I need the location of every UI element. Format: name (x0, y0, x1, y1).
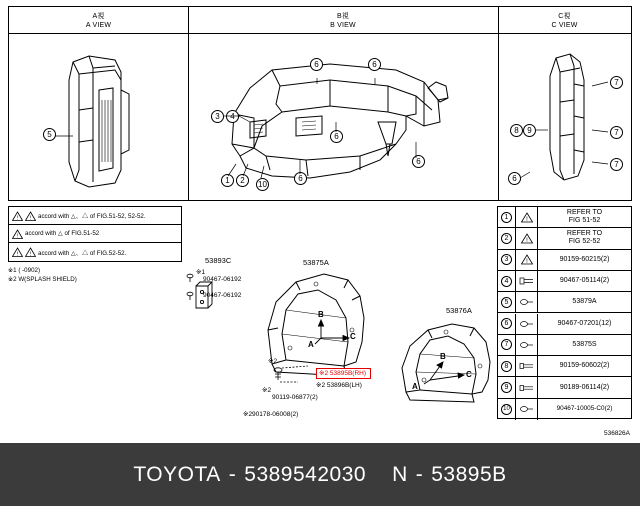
legend-line-2b: FIG 52-52 (568, 238, 601, 246)
label-bolt-2: 90467-06192 (203, 292, 242, 299)
note-row-3 (9, 243, 181, 261)
callout-c-7c[interactable]: 7 (610, 158, 623, 171)
leader-a-5 (55, 134, 75, 138)
footnote-2: ※2 W(SPLASH SHIELD) (8, 276, 77, 283)
view-divider-1 (188, 7, 189, 200)
svg-text:!: ! (16, 251, 19, 257)
bolt-icon (516, 356, 538, 376)
legend-num-5: 5 (498, 292, 516, 312)
legend-num-4: 4 (498, 271, 516, 291)
callout-b-2[interactable]: 2 (236, 174, 249, 187)
legend-text-8: 90159-60602(2) (559, 362, 610, 370)
a-view-drawing (55, 50, 165, 195)
label-clip-90119: 90119-06877(2) (272, 394, 318, 401)
view-divider-2 (498, 7, 499, 200)
legend-num-10: 10 (498, 399, 516, 420)
label-mark1: ※1 (196, 269, 206, 276)
callout-a-5[interactable]: 5 (43, 128, 56, 141)
callout-b-6b[interactable]: 6 (368, 58, 381, 71)
callout-b-6d[interactable]: 6 (330, 130, 343, 143)
label-53875a: 53875A (303, 258, 329, 267)
screw-icon (516, 271, 538, 291)
label-mark2b: ※2 (262, 387, 272, 394)
diagram-code: 536826A (603, 430, 630, 437)
bracket-53893c (186, 268, 246, 313)
clip-icon (516, 335, 538, 355)
legend-line-2a: REFER TO (566, 230, 603, 238)
warning-triangle-icon (516, 250, 538, 270)
legend-text-1 (538, 209, 631, 225)
bottom-info-bar (0, 443, 640, 506)
svg-text:!: ! (525, 237, 528, 244)
legend-row-5[interactable] (498, 292, 631, 313)
note-text-3: accord with △、△ of FIG.52-52. (38, 249, 127, 257)
footnote-1: ※1 ( -0902) (8, 267, 41, 274)
callout-b-6a[interactable]: 6 (310, 58, 323, 71)
callout-b-4[interactable]: 4 (226, 110, 239, 123)
header-divider (9, 33, 631, 34)
legend-num-3: 3 (498, 250, 516, 270)
footnotes (8, 266, 77, 284)
note-text-2: accord with △ of FIG.51-52 (25, 230, 100, 237)
note-row-2 (9, 225, 181, 243)
label-mark2a: ※2 (268, 358, 278, 365)
callout-b-1[interactable]: 1 (221, 174, 234, 187)
clip-icon (516, 314, 538, 334)
legend-row-10[interactable] (498, 399, 631, 420)
part-number-rh-highlight[interactable]: ※2 53895B(RH) (316, 368, 371, 379)
b-leader-lines (216, 78, 446, 188)
warning-triangle-icon-2 (25, 211, 36, 221)
b-view-title: B視 B VIEW (330, 13, 356, 29)
legend-row-3[interactable] (498, 250, 631, 271)
dash-1: - (228, 462, 237, 486)
arrow-label-b2: B (440, 352, 446, 361)
warning-triangle-icon-5 (25, 247, 36, 257)
dash-2: - (415, 462, 424, 486)
callout-c-6[interactable]: 6 (508, 172, 521, 185)
legend-line-1a: REFER TO (566, 209, 603, 217)
legend-text-10: 90467-10005-C0(2) (556, 405, 613, 413)
callout-c-8[interactable]: 8 (510, 124, 523, 137)
svg-text:!: ! (525, 259, 528, 266)
callout-b-10[interactable]: 10 (256, 178, 269, 191)
arrow-label-a2: A (412, 382, 418, 391)
legend-table (497, 206, 632, 419)
legend-row-1[interactable] (498, 207, 631, 228)
callout-c-7b[interactable]: 7 (610, 126, 623, 139)
legend-num-7: 7 (498, 335, 516, 355)
clip-icon (516, 292, 538, 312)
n-value: 53895B (431, 462, 507, 486)
svg-text:!: ! (525, 216, 528, 223)
note-row-1 (9, 207, 181, 225)
legend-row-2[interactable] (498, 228, 631, 249)
legend-line-1b: FIG 51-52 (568, 217, 601, 225)
legend-text-2 (538, 230, 631, 246)
arrow-label-a1: A (308, 340, 314, 349)
label-bolt-1: 90467-06192 (203, 276, 242, 283)
a-view-title: A視 A VIEW (85, 13, 112, 29)
legend-text-6: 90467-07201(12) (557, 319, 612, 327)
arrow-label-c2: C (466, 370, 472, 379)
bolt-icon (516, 377, 538, 397)
n-label: N (392, 462, 408, 486)
callout-b-6e[interactable]: 6 (412, 155, 425, 168)
callout-b-6c[interactable]: 6 (294, 172, 307, 185)
notes-block (8, 206, 182, 262)
svg-text:!: ! (16, 214, 19, 221)
svg-text:!: ! (29, 251, 32, 257)
c-view-title: C視 C VIEW (551, 13, 578, 29)
label-53893c: 53893C (205, 256, 232, 265)
callout-b-3[interactable]: 3 (211, 110, 224, 123)
legend-row-6[interactable] (498, 314, 631, 335)
clip-icon (516, 399, 538, 420)
warning-triangle-icon (12, 211, 23, 221)
part-number-lh: ※2 53896B(LH) (316, 382, 362, 389)
legend-text-4: 90467-05114(2) (559, 277, 610, 285)
warning-triangle-icon (516, 228, 538, 248)
label-clip-90178: ※290178-06008(2) (243, 411, 299, 418)
warning-triangle-icon-4 (12, 247, 23, 257)
legend-row-7[interactable] (498, 335, 631, 356)
legend-row-8[interactable] (498, 356, 631, 377)
legend-num-2: 2 (498, 228, 516, 248)
legend-text-9: 90189-06114(2) (559, 383, 610, 391)
legend-num-9: 9 (498, 377, 516, 397)
c-leader-lines (500, 60, 625, 180)
brand-label: TOYOTA (133, 462, 221, 486)
part-number: 5389542030 (244, 462, 367, 486)
legend-text-3: 90159-60215(2) (559, 255, 610, 263)
warning-triangle-icon-3 (12, 229, 23, 239)
legend-row-9[interactable] (498, 377, 631, 398)
legend-num-1: 1 (498, 207, 516, 227)
svg-text:!: ! (29, 214, 32, 221)
legend-num-6: 6 (498, 314, 516, 334)
svg-text:!: ! (16, 232, 19, 239)
legend-row-4[interactable] (498, 271, 631, 292)
warning-triangle-icon (516, 207, 538, 227)
callout-c-7a[interactable]: 7 (610, 76, 623, 89)
callout-c-9[interactable]: 9 (523, 124, 536, 137)
legend-num-8: 8 (498, 356, 516, 376)
legend-text-5: 53879A (572, 298, 597, 306)
legend-text-7: 53875S (572, 340, 597, 348)
label-53876a: 53876A (446, 306, 472, 315)
arrow-label-b1: B (318, 310, 324, 319)
note-text-1: accord with △、△ of FIG.51-52, 52-52. (38, 213, 146, 220)
arrow-label-c1: C (350, 332, 356, 341)
